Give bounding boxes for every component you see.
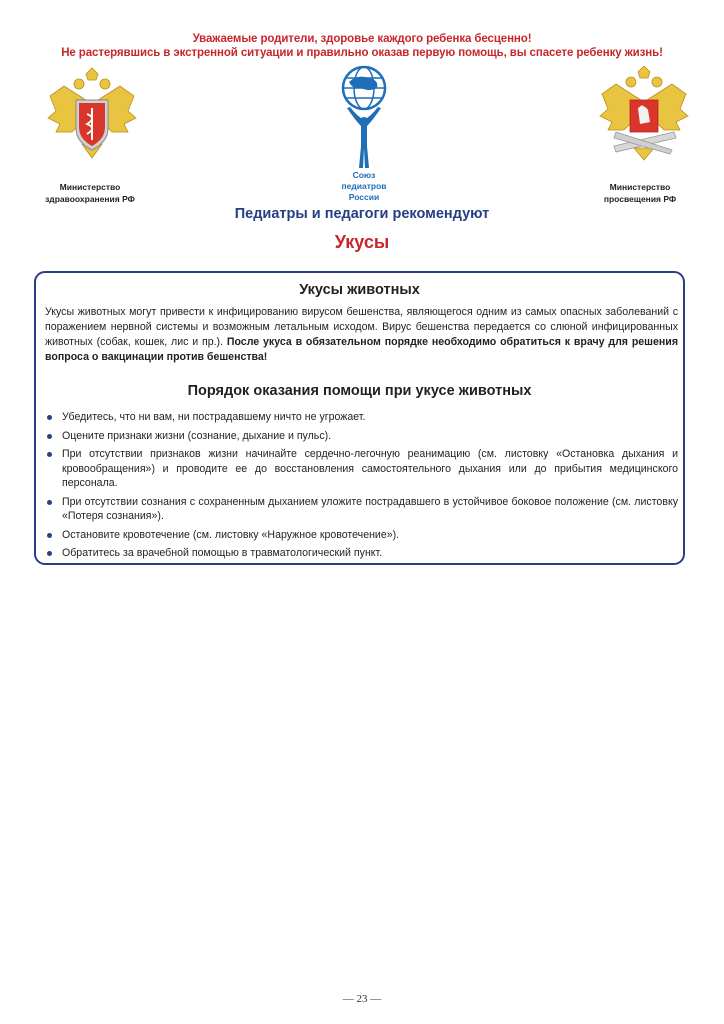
bullet-icon: [47, 434, 52, 439]
section-heading-animal-bites: Укусы животных: [299, 282, 420, 298]
list-item: [45, 429, 678, 444]
list-item: [45, 546, 678, 561]
ministry-education-caption: [570, 181, 710, 205]
list-item-text: Убедитесь, что ни вам, ни пострадавшему ничто не угрожает.: [62, 411, 366, 423]
caption-line: педиатров: [341, 181, 387, 191]
bullet-icon: [47, 415, 52, 420]
ministry-health-emblem-icon: [42, 66, 142, 166]
list-item-text: Оцените признаки жизни (сознание, дыхание и пульс).: [62, 429, 332, 442]
bullet-icon: [47, 500, 52, 505]
caption-line: Министерство: [59, 182, 121, 192]
caption-line: Министерство: [609, 182, 671, 192]
list-item: [45, 410, 678, 425]
bullet-icon: [47, 551, 52, 556]
header-message-line-2: Не растерявшись в экстренной ситуации и правильно оказав первую помощь, вы спасете ребенку жизнь!: [61, 47, 663, 59]
list-item: [45, 495, 678, 524]
list-item: [45, 447, 678, 491]
info-box: [34, 271, 685, 565]
ministry-education-emblem-icon: [594, 66, 694, 166]
caption-line: Союз: [352, 170, 376, 180]
rabies-paragraph: [45, 305, 678, 365]
paragraph-text: Укусы животных могут привести к инфицированию вирусом бешенства, являющегося одним из самых опасных заболеваний с поражением нервной системы и возможным летальным исходом. Вирус бешенства передается со слюной инфицированных животных (собак, кошек, лис и пр.).: [45, 306, 678, 348]
caption-line: просвещения РФ: [603, 194, 677, 204]
caption-line: России: [348, 192, 380, 202]
bullet-icon: [47, 452, 52, 457]
list-item-text: При отсутствии сознания с сохраненным дыханием уложите пострадавшего в устойчивое боковое положение (см. листовку «Потеря сознания»).: [62, 495, 678, 522]
section-heading-first-aid-steps: Порядок оказания помощи при укусе животных: [187, 383, 532, 399]
page-subtitle: Педиатры и педагоги рекомендуют: [234, 206, 490, 222]
caption-line: здравоохранения РФ: [45, 194, 135, 204]
union-of-pediatricians-caption: [314, 170, 414, 203]
first-aid-steps-list: [45, 410, 678, 565]
list-item-text: Остановите кровотечение (см. листовку «Наружное кровотечение»).: [62, 528, 400, 541]
list-item: [45, 528, 678, 543]
ministry-health-caption: [20, 181, 160, 205]
paragraph-emphasis: После укуса в обязательном порядке необходимо обратиться к врачу для решения вопроса о вакцинации против бешенства!: [45, 336, 678, 363]
list-item-text: Обратитесь за врачебной помощью в травматологический пункт.: [62, 547, 383, 559]
page-title: Укусы: [334, 232, 390, 252]
list-item-text: При отсутствии признаков жизни начинайте сердечно-легочную реанимацию (см. листовку «Остановка дыхания и кровообращения») и проводите ее до восстановления самостоятельного дыхания или до прибытия медицинского персонала.: [62, 448, 678, 489]
bullet-icon: [47, 533, 52, 538]
page-number: — 23 —: [342, 993, 382, 1005]
union-of-pediatricians-logo-icon: [333, 64, 395, 172]
header-message-line-1: Уважаемые родители, здоровье каждого ребенка бесценно!: [192, 33, 532, 45]
